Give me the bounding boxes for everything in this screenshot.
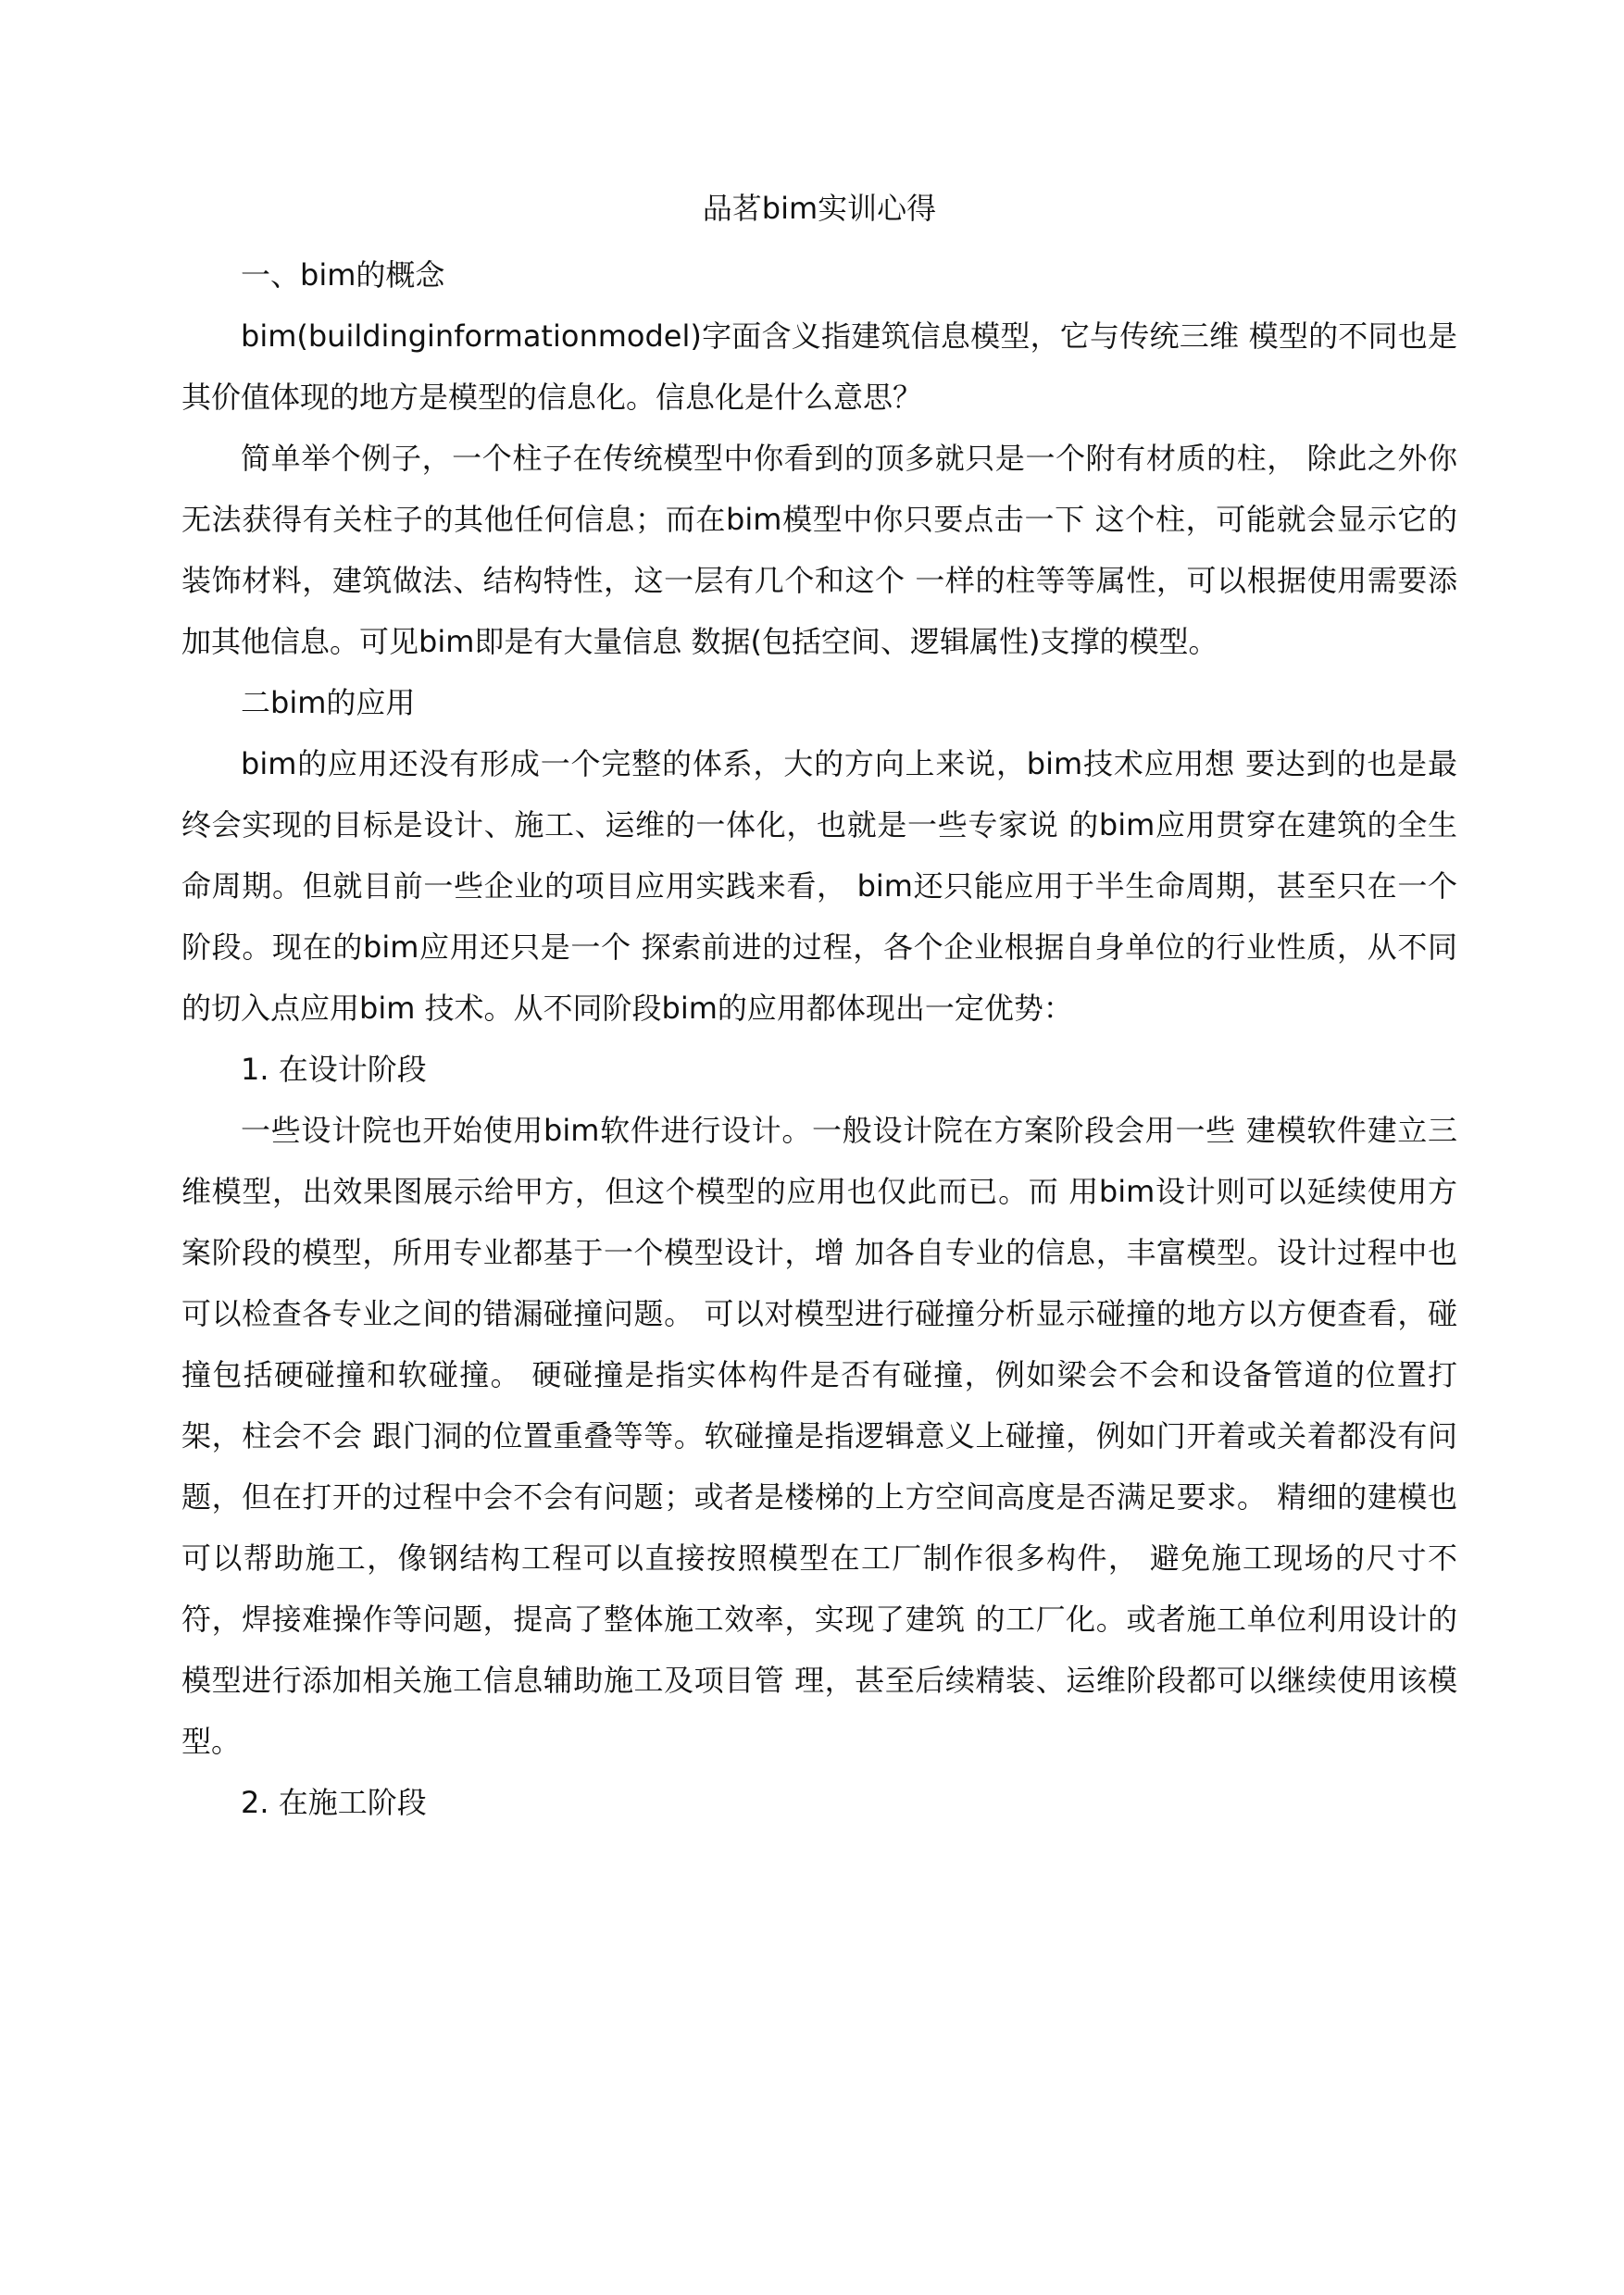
- paragraph-bim-definition: bim(buildinginformationmodel)字面含义指建筑信息模型，它与传统三维 模型的不同也是其价值体现的地方是模型的信息化。信息化是什么意思？: [181, 318, 1457, 415]
- document-body: [181, 181, 1457, 1833]
- paragraph-design-stage: 一些设计院也开始使用bim软件进行设计。一般设计院在方案阶段会用一些 建模软件建立三维模型，出效果图展示给甲方，但这个模型的应用也仅此而已。而 用bim设计则可以延续使用方案阶段的模型，所用专业都基于一个模型设计，增 加各自专业的信息，丰富模型。设计过程中也可以检查各专业之间的错漏碰撞问题。 可以对模型进行碰撞分析显示碰撞的地方以方便查看，碰撞包括硬碰撞和软碰撞。 硬碰撞是指实体构件是否有碰撞，例如梁会不会和设备管道的位置打架，柱会不会 跟门洞的位置重叠等等。软碰撞是指逻辑意义上碰撞，例如门开着或关着都没有问 题，但在打开的过程中会不会有问题；或者是楼梯的上方空间高度是否满足要求。 精细的建模也可以帮助施工，像钢结构工程可以直接按照模型在工厂制作很多构件， 避免施工现场的尺寸不符，焊接难操作等问题，提高了整体施工效率，实现了建筑 的工厂化。或者施工单位利用设计的模型进行添加相关施工信息辅助施工及项目管 理，甚至后续精装、运维阶段都可以继续使用该模型。: [181, 1113, 1457, 1759]
- paragraph-bim-application-overview: bim的应用还没有形成一个完整的体系，大的方向上来说，bim技术应用想 要达到的也是最终会实现的目标是设计、施工、运维的一体化，也就是一些专家说 的bim应用贯穿在建筑的全生命周期。但就目前一些企业的项目应用实践来看， bim还只能应用于半生命周期，甚至只在一个阶段。现在的bim应用还只是一个 探索前进的过程，各个企业根据自身单位的行业性质，从不同的切入点应用bim 技术。从不同阶段bim的应用都体现出一定优势：: [181, 746, 1457, 1026]
- document-title: 品茗bim实训心得: [702, 191, 937, 226]
- subsection-heading-construction-stage: 2. 在施工阶段: [241, 1785, 427, 1820]
- section-heading-bim-application: 二bim的应用: [241, 685, 416, 720]
- paragraph-column-example: 简单举个例子，一个柱子在传统模型中你看到的顶多就只是一个附有材质的柱， 除此之外你无法获得有关柱子的其他任何信息；而在bim模型中你只要点击一下 这个柱，可能就会显示它的装饰材料，建筑做法、结构特性，这一层有几个和这个 一样的柱等等属性，可以根据使用需要添加其他信息。可见bim即是有大量信息 数据(包括空间、逻辑属性)支撑的模型。: [181, 441, 1457, 659]
- subsection-heading-design-stage: 1. 在设计阶段: [241, 1052, 427, 1087]
- section-heading-bim-concept: 一、bim的概念: [241, 257, 445, 293]
